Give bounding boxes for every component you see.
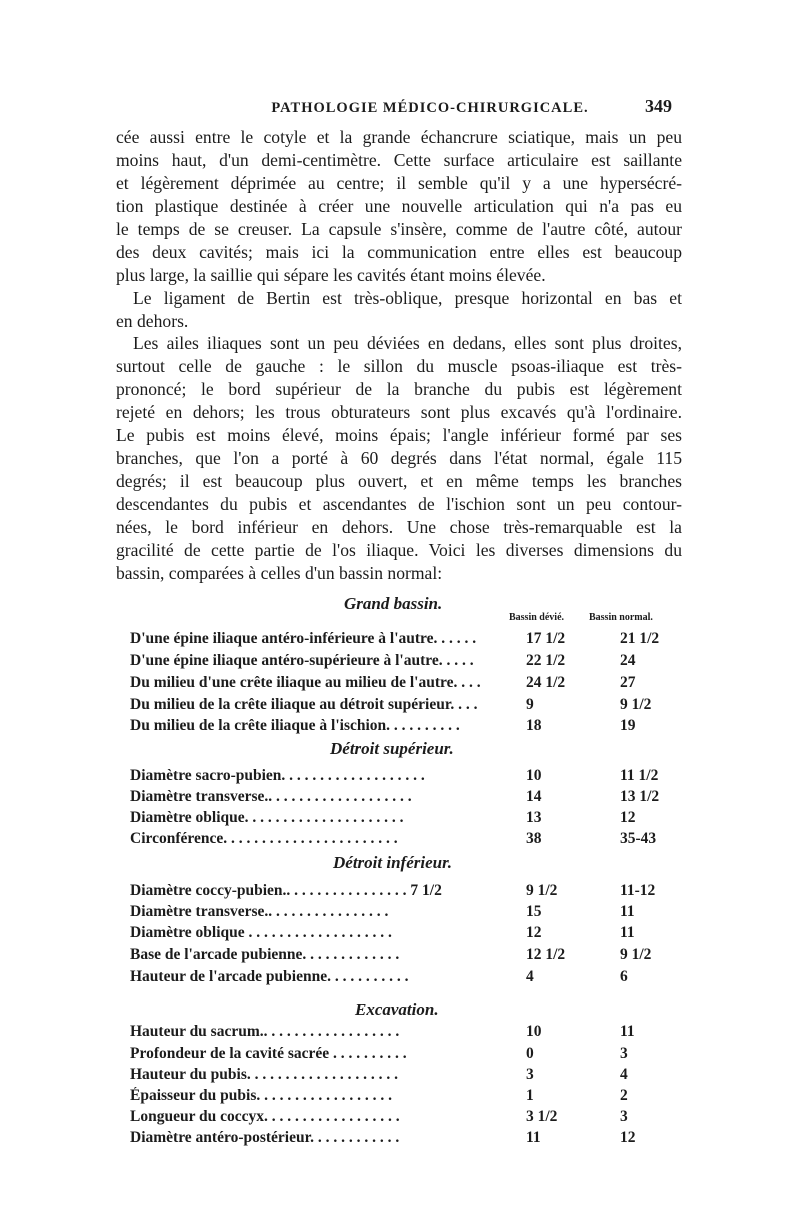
text-line: plus large, la saillie qui sépare les cavités étant moins élevée.: [116, 264, 546, 285]
table-row: [130, 1108, 690, 1129]
text-line: degrés; il est beaucoup plus ouvert, et en même temps les branches: [116, 471, 682, 492]
section-title-detroit-inferieur: Détroit inférieur.: [333, 853, 453, 872]
text-line: gracilité de cette partie de l'os iliaque. Voici les diverses dimensions du: [116, 539, 682, 560]
deviated-value: 3 1/2: [526, 1108, 558, 1125]
table-row: [130, 1023, 690, 1044]
text-line: surtout celle de gauche : le sillon du muscle psoas-iliaque est très-: [116, 356, 682, 377]
deviated-value: 9: [526, 696, 534, 713]
table-row: [130, 717, 690, 738]
normal-value: 2: [620, 1087, 628, 1104]
table-row: [130, 652, 690, 673]
row-label: Diamètre antéro-postérieur. . . . . . . . . . . .: [130, 1129, 400, 1146]
normal-value: 11: [620, 1023, 635, 1040]
text-line: en dehors.: [116, 310, 189, 331]
text-line: moins haut, d'un demi-centimètre. Cette surface articulaire est saillante: [116, 149, 682, 170]
normal-value: 19: [620, 717, 636, 734]
normal-value: 6: [620, 968, 628, 985]
section-title-excavation: Excavation.: [355, 1000, 439, 1019]
table-row: [130, 1129, 690, 1150]
section-title-grand-bassin: Grand bassin.: [344, 594, 443, 613]
normal-value: 12: [620, 809, 636, 826]
deviated-value: 0: [526, 1045, 534, 1062]
normal-value: 9 1/2: [620, 946, 652, 963]
text-line: des deux cavités; mais ici la communication entre elles est beaucoup: [116, 241, 682, 262]
row-label: Diamètre oblique. . . . . . . . . . . . . . . . . . . . .: [130, 809, 404, 826]
text-line: tion plastique destinée à créer une nouvelle articulation qui n'a pas eu: [116, 195, 682, 216]
text-line: nées, le bord inférieur en dehors. Une chose très-remarquable est la: [116, 516, 682, 537]
section-title-detroit-superieur: Détroit supérieur.: [330, 739, 454, 758]
column-header-normal: Bassin normal.: [589, 612, 653, 623]
table-row: [130, 903, 690, 924]
body-text: [116, 126, 682, 585]
deviated-value: 10: [526, 767, 542, 784]
normal-value: 3: [620, 1108, 628, 1125]
normal-value: 35-43: [620, 830, 657, 847]
deviated-value: 38: [526, 830, 542, 847]
normal-value: 9 1/2: [620, 696, 652, 713]
text-line: Le ligament de Bertin est très-oblique, presque horizontal en bas et: [133, 287, 682, 308]
row-label: Diamètre coccy-pubien.. . . . . . . . . . . . . . . . 7 1/2: [130, 882, 442, 899]
deviated-value: 18: [526, 717, 542, 734]
row-label: Circonférence. . . . . . . . . . . . . . . . . . . . . . .: [130, 830, 398, 847]
text-line: branches, que l'on a porté à 60 degrés dans l'état normal, égale 115: [116, 448, 682, 469]
table-row: [130, 809, 690, 830]
text-line: Le pubis est moins élevé, moins épais; l'angle inférieur formé par ses: [116, 425, 682, 446]
deviated-value: 10: [526, 1023, 542, 1040]
table-row: [130, 1087, 690, 1108]
text-line: cée aussi entre le cotyle et la grande échancrure sciatique, mais un peu: [116, 127, 682, 147]
normal-value: 27: [620, 674, 636, 691]
deviated-value: 3: [526, 1066, 534, 1083]
normal-value: 11-12: [620, 882, 656, 899]
normal-value: 12: [620, 1129, 636, 1146]
normal-value: 4: [620, 1066, 628, 1083]
deviated-value: 15: [526, 903, 542, 920]
deviated-value: 11: [526, 1129, 541, 1146]
row-label: Diamètre sacro-pubien. . . . . . . . . . . . . . . . . . .: [130, 767, 425, 784]
table-row: [130, 882, 690, 903]
table-row: [130, 696, 690, 717]
row-label: D'une épine iliaque antéro-supérieure à l'autre. . . . .: [130, 652, 474, 669]
page-number: 349: [645, 96, 672, 116]
deviated-value: 4: [526, 968, 534, 985]
table-row: [130, 767, 690, 788]
deviated-value: 14: [526, 788, 542, 805]
text-line: bassin, comparées à celles d'un bassin normal:: [116, 562, 443, 583]
row-label: Du milieu de la crête iliaque au détroit supérieur. . . .: [130, 696, 478, 713]
row-label: Du milieu de la crête iliaque à l'ischion. . . . . . . . . .: [130, 717, 460, 734]
column-header-deviated: Bassin dévié.: [509, 612, 565, 623]
row-label: D'une épine iliaque antéro-inférieure à l'autre. . . . . .: [130, 630, 477, 647]
deviated-value: 12: [526, 924, 542, 941]
text-line: rejeté en dehors; les trous obturateurs sont plus excavés qu'à l'ordinaire.: [116, 402, 682, 423]
deviated-value: 13: [526, 809, 542, 826]
normal-value: 11: [620, 903, 635, 920]
text-line: prononcé; le bord supérieur de la branche du pubis est légèrement: [116, 379, 682, 400]
row-label: Base de l'arcade pubienne. . . . . . . . . . . . .: [130, 946, 400, 963]
deviated-value: 1: [526, 1087, 534, 1104]
table-row: [130, 1066, 690, 1087]
table-row: [130, 1045, 690, 1066]
row-label: Diamètre transverse.. . . . . . . . . . . . . . . . . . .: [130, 788, 412, 805]
text-line: et légèrement déprimée au centre; il semble qu'il y a une hypersécré-: [116, 172, 682, 193]
row-label: Longueur du coccyx. . . . . . . . . . . . . . . . . .: [130, 1108, 400, 1125]
row-label: Hauteur de l'arcade pubienne. . . . . . . . . . .: [130, 968, 409, 985]
normal-value: 3: [620, 1045, 628, 1062]
deviated-value: 17 1/2: [526, 630, 566, 647]
table-row: [130, 630, 690, 651]
normal-value: 11 1/2: [620, 767, 659, 784]
normal-value: 11: [620, 924, 635, 941]
row-label: Épaisseur du pubis. . . . . . . . . . . . . . . . . .: [130, 1087, 392, 1104]
table-row: [130, 968, 690, 989]
table-row: [130, 924, 690, 945]
table-row: [130, 674, 690, 695]
running-head: PATHOLOGIE MÉDICO-CHIRURGICALE.: [271, 100, 589, 116]
normal-value: 13 1/2: [620, 788, 660, 805]
text-line: le temps de se creuser. La capsule s'insère, comme de l'autre côté, autour: [116, 218, 682, 239]
row-label: Diamètre oblique . . . . . . . . . . . . . . . . . . .: [130, 924, 392, 941]
deviated-value: 24 1/2: [526, 674, 566, 691]
row-label: Hauteur du sacrum.. . . . . . . . . . . . . . . . . .: [130, 1023, 400, 1040]
row-label: Du milieu d'une crête iliaque au milieu de l'autre. . . .: [130, 674, 481, 691]
row-label: Profondeur de la cavité sacrée . . . . . . . . . .: [130, 1045, 407, 1062]
table-row: [130, 830, 690, 851]
table-row: [130, 788, 690, 809]
deviated-value: 12 1/2: [526, 946, 566, 963]
deviated-value: 9 1/2: [526, 882, 558, 899]
normal-value: 21 1/2: [620, 630, 660, 647]
text-line: Les ailes iliaques sont un peu déviées en dedans, elles sont plus droites,: [133, 333, 682, 354]
row-label: Hauteur du pubis. . . . . . . . . . . . . . . . . . . .: [130, 1066, 399, 1083]
table-row: [130, 946, 690, 967]
deviated-value: 22 1/2: [526, 652, 566, 669]
normal-value: 24: [620, 652, 636, 669]
row-label: Diamètre transverse.. . . . . . . . . . . . . . . .: [130, 903, 389, 920]
text-line: descendantes du pubis et ascendantes de l'ischion sont un peu contour-: [116, 494, 682, 514]
